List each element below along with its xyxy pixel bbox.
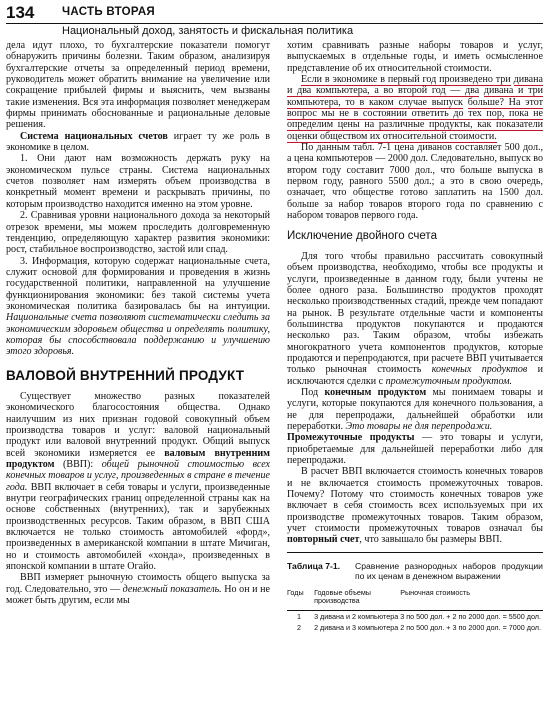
double-text-b: и исключаются сделки с xyxy=(287,364,543,387)
left-column xyxy=(6,40,270,607)
table-cell-volume: 2 дивана и 3 компьютера xyxy=(314,622,399,632)
paragraph-double-counting xyxy=(287,466,543,545)
intermediate-text: — это товары и услуги, приобретаемые для дальнейшей переработки либо для перепродажи. xyxy=(287,432,543,467)
paragraph-intro: дела идут плохо, то бухгалтерские показатели помогут обнаружить причины болезни. Таким образом, анализируя бухгалтерские отчеты за определенный период времени, руководитель может обратить внимание на увеличение или сокращение прибылей фирмы и выяснить, чем вызваны такие изменения. Вся эта информация позволяет менеджерам фирмы принимать обоснованные и рациональные деловые решения. xyxy=(6,40,271,131)
paragraph-highlighted xyxy=(287,74,543,142)
last-text-a: В расчет ВВП включается стоимость конечных товаров и не включается стоимость промежуточных товаров. Почему? Потому что стоимость конечных товаров уже включает в себя стоимость всех используемых при их производстве промежуточных товаров. Таким образом, учет стоимости промежуточных товаров означал бы xyxy=(287,466,543,535)
paragraph-final-product xyxy=(287,387,543,432)
table-row xyxy=(287,622,543,633)
right-column xyxy=(287,40,543,632)
page-header xyxy=(6,3,543,37)
part-title: ЧАСТЬ ВТОРАЯ xyxy=(62,6,155,18)
highlight-line-1: Если в экономике в первый год произведено три xyxy=(301,74,511,86)
term-repeat-count: повторный счет xyxy=(287,534,360,546)
term-intermediate: Промежуточные продукты xyxy=(287,432,415,444)
final-text: мы понимаем товары и услуги, которые покупаются для конечного пользования, а не для перепродажи, дальнейшей обработки или переработки. xyxy=(287,386,543,432)
list-item-1: 1. Они дают нам возможность держать руку на экономическом пульсе страны. Система национальных счетов позволяет нам измерять объем производства в конкретный момент времени и раскрывать причины, по которым производство находится именно на этом уровне. xyxy=(6,153,270,210)
table-row xyxy=(287,610,543,621)
table-cell-volume: 3 дивана и 2 компьютера xyxy=(314,611,399,621)
table-cell-value: 3 по 500 дол. + 2 по 2000 дол. = 5500 дол. xyxy=(400,611,541,621)
final-italic: Это товары не для перепродажи. xyxy=(345,421,493,432)
gdp-definition: общей рыночной стоимостью всех конечных товаров и услуг, произведенных в стране в течение года. xyxy=(6,459,270,493)
paragraph-gdp-2 xyxy=(6,572,270,606)
final-lead: Под xyxy=(301,386,325,398)
gdp-text-a: Существует множество разных показателей экономического благосостояния общества. Однако наилучшим из них признан годовой совокупный объем производства товаров и услуг: валовой национальный продукт или валовой внутренний продукт. Общий выпуск всей экономики измеряется ее xyxy=(6,390,270,459)
table-cell-year: 1 xyxy=(297,611,301,621)
list-item-3 xyxy=(6,256,270,358)
list-item-2: 2. Сравнивая уровни национального дохода за некоторый отрезок времени, мы можем проследить долговременную тенденцию, определяющую характер развития экономики: рост, стабильное воспроизводство, застой или спад. xyxy=(6,210,270,256)
table-cell-value: 2 по 500 дол. + 3 по 2000 дол. = 7000 дол. xyxy=(400,622,541,632)
gdp2-text-a: ВВП измеряет рыночную стоимость общего выпуска за год. Следовательно, это — xyxy=(6,572,270,595)
term-final-product: конечным продуктом xyxy=(324,386,427,398)
paragraph-sna-text: играет ту же роль в экономике в целом. xyxy=(6,130,270,154)
highlight-line-4: больше? На этот вопрос мы не в состоянии ответить до тех пор, пока не определим цены на различные продукты, как показатели оценки обществом их относительной стоимости. xyxy=(287,96,543,142)
highlight-line-2: дивана и два компьютера, а во второй год — два xyxy=(287,74,543,97)
term-gdp: валовым внутренним продуктом xyxy=(6,447,270,471)
table-header-volumes: Годовые объемы производства xyxy=(314,587,400,611)
table-caption-text: Сравнение разнородных наборов продукции по их ценам в денежном выражении xyxy=(355,560,543,581)
paragraph-gdp-1 xyxy=(6,391,270,573)
paragraph-intermediate xyxy=(287,432,543,466)
term-final-products: конечных продуктов xyxy=(431,364,528,376)
table-cell-year: 2 xyxy=(297,622,301,632)
gdp2-text-b: Но он и не может быть другим, если мы xyxy=(6,583,270,607)
gdp-text-b: (ВВП): xyxy=(54,459,102,471)
gdp-text-c: ВВП включает в себя товары и услуги, произведенные внутри географических границ определенной страны как на основе собственных (внутренних), так и зарубежных производственных ресурсов. Таким образом, в ВВП США включается не только стоимость автомобилей «форд», произведенных в американской компании в штате Мичиган, но и стоимость автомобилей «хонда», произведенных в японской компании в штате Огайо. xyxy=(6,481,270,573)
header-rule xyxy=(6,23,543,24)
table-top-rule xyxy=(287,552,543,553)
highlight-line-3: дивана и три компьютера, то в каком случае выпуск xyxy=(287,85,543,108)
term-intermediate-product: промежуточным продуктом. xyxy=(385,375,513,387)
list-item-3-text: 3. Информация, которую содержат национальные счета, служит основой для формирования и проведения в жизнь государственной политики, направленной на улучшение функционирования экономики: без такой системы учета экономическая политика базировалась бы на интуиции. xyxy=(6,255,270,312)
gdp2-italic: денежный показатель. xyxy=(122,583,222,595)
table-label: Таблица 7-1. xyxy=(287,560,341,571)
subheading-double-count: Исключение двойного счета xyxy=(287,229,437,242)
list-item-3-italic: Национальные счета позволяют систематически следить за экономическим здоровьем общества и определять политику, которая бы способствовала поддержанию и улучшению этого здоровья. xyxy=(6,312,270,358)
last-text-b: , что завышало бы размеры ВВП. xyxy=(359,534,502,546)
paragraph-top: хотим сравнивать разные наборы товаров и услуг, выпускаемых в отдельные годы, и иметь осмысленное представление об их относительной стоимости. xyxy=(287,40,543,74)
table-header-market-value: Рыночная стоимость xyxy=(400,587,543,611)
term-sna: Система национальных счетов xyxy=(20,130,168,142)
table-caption xyxy=(287,561,543,581)
page-number: 134 xyxy=(6,3,35,22)
chapter-title: Национальный доход, занятость и фискальная политика xyxy=(62,25,354,37)
section-heading-gdp: ВАЛОВОЙ ВНУТРЕННИЙ ПРОДУКТ xyxy=(6,367,245,383)
paragraph-double-count xyxy=(287,251,543,387)
table-7-1 xyxy=(287,587,543,632)
table-header-row xyxy=(287,587,543,611)
double-text-a: Для того чтобы правильно рассчитать совокупный объем производства, необходимо, чтобы все продукты и услуги, произведенные в данном году, были учтены не более одного раза. Большинство продуктов проходят несколько производственных стадий, прежде чем попадают на рынок. В результате отдельные части и компоненты большинства продуктов покупаются и продаются несколько раз. Таким образом, чтобы избежать многократного учета компонентов продуктов, которые продаются и перепродаются, при расчете ВВП учитывается только рыночная стоимость xyxy=(287,250,543,376)
paragraph-table-ref: По данным табл. 7-1 цена диванов составляет 500 дол., а цена компьютеров — 2000 дол. Следовательно, выпуск во втором году составит 7000 дол., что больше выпуска в первом году, равного 5500 дол.; а это в свою очередь, означает, что обществе готово заплатить на 1500 дол. больше за набор товаров второго года по сравнению с набором товаров первого года. xyxy=(287,142,543,222)
table-header-years: Годы xyxy=(287,587,314,611)
paragraph-sna xyxy=(6,131,270,154)
